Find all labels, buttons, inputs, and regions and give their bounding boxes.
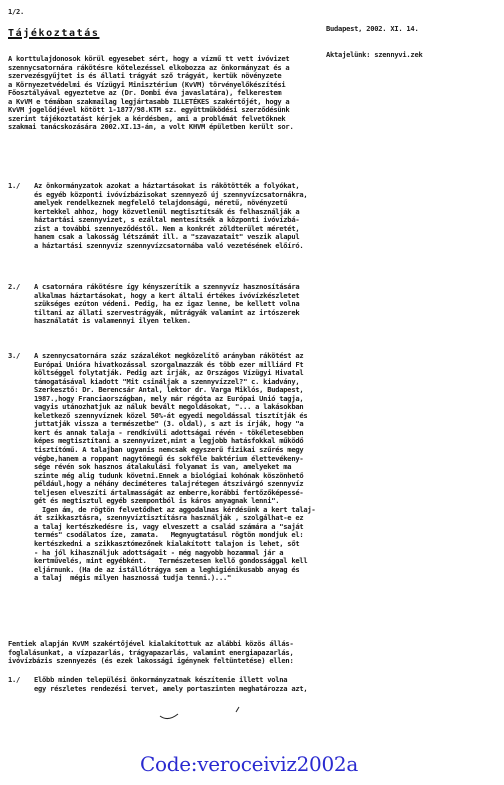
text-line: foglalásunkat, a vízpazarlás, trágyapazarlás, valamint energiapazarlás, (8, 647, 294, 657)
text-line: kertészkedni a szikkasztómezőnek kialakított talajon is lehet, sőt (34, 539, 300, 549)
text-line: át szikkasztásra, szennyvíztisztításra használják , szolgálhat-e ez (34, 513, 304, 523)
text-line: szerint tájékoztatást kérjek a kérdésben, ami a problémát felvetőknek (8, 113, 286, 123)
text-line: - ha jól kihasználjuk adottságait - még nagyobb hozammal jár a (34, 547, 284, 557)
text-line: keletkező szennyvíznek közel 50%-át egyedi megoldással tisztítják és (34, 410, 308, 420)
text-line: szakmai tanácskozására 2002.XI.13-án, a volt KHVM épületben került sor. (8, 122, 294, 132)
text-line: hanem csak a lakosság létszámát ill. a "szavazatait" veszik alapul (34, 232, 300, 242)
text-line: juttatják vissza a természetbe" (3. oldal), s azt is írják, hogy "a (34, 419, 304, 429)
list-item-body (34, 283, 502, 326)
text-line: végbe,hanem a roppant nagytömegű és sokféle baktérium élettevékeny- (34, 453, 304, 463)
pen-mark (160, 714, 178, 719)
text-line: támogatásával kiadott "Mit csináljak a szennyvízzel?" c. kiadvány, (34, 376, 300, 386)
text-line: szinte még alig tudunk követni.Ennek a biológiai kohónak köszönhető (34, 470, 304, 480)
text-line: KvVM jogelődjével kötött 1-1877/98.KTM sz. együttműködési szerződésünk (8, 105, 290, 115)
text-line: termés" csodálatos íze, zamata. Megnyugtatásul rögtön mondjuk el: (34, 530, 304, 540)
text-line: Az önkormányzatok azokat a háztartásokat is rákötötték a folyókat, (34, 181, 300, 190)
text-line: teljesen elveszíti ártalmasságát az emberre,korábbi fertőzőképessé- (34, 487, 304, 497)
list-item-number: 2./ (8, 282, 21, 291)
list-item-2 (8, 282, 502, 326)
list-item-body (34, 676, 502, 693)
text-line: A csatornára rákötésre így kényszerítik a szennyvíz hasznosítására (34, 282, 300, 291)
reference-line: Aktajelünk: szennyvi.zek (326, 49, 423, 59)
text-line: a Környezetvédelmi és Vízügyi Minisztérium (KvVM) törvényelőkészítési (8, 79, 286, 89)
list-item-body (34, 352, 502, 583)
text-line: ivóvízbázis szennyezés (és ezek lakossági igénynek feltüntetése) ellen: (8, 656, 294, 666)
text-line: alkalmas háztartásokat, hogy a kert általi értékes ivóvízkészletet (34, 290, 300, 300)
document-title: Tájékoztatás (8, 28, 100, 39)
text-line: szükséges ezúton védeni. Pedig, ha ez igaz lenne, be kellett volna (34, 299, 300, 309)
text-line: sége révén sok hasznos átalakulási folyamat is van, amelyeket ma (34, 462, 292, 472)
text-line: a háztartási szennyvíz szennyvízcsatornába való vezetésének előíró. (34, 240, 304, 250)
list-item-3 (8, 351, 502, 583)
intro-paragraph (8, 55, 498, 132)
text-line: egy részletes rendezési tervet, amely portaszinten meghatározza azt, (34, 683, 308, 693)
text-line: amelyek rendelkeznek megfelelő telajdonságú, méretű, növényzetű (34, 198, 288, 208)
text-line: zist a további szennyeződéstől. Nem a konkrét zöldterület méretét, (34, 223, 300, 233)
date-line: Budapest, 2002. XI. 14. (326, 24, 419, 34)
text-line: háztartási szennyvizet, s ezáltal mentesítsék a központi ivóvízbá- (34, 215, 300, 225)
text-line: képes megtisztítani a szennyvizet,mint a legjobb hatásfokkal működő (34, 436, 304, 446)
text-line: szennycsatornára rákötésre kötelezéssel elkobozza az önkormányzat és a (8, 62, 290, 72)
list-item-number: 3./ (8, 351, 21, 360)
text-line: A korttulajdonosok körül egyesebet sért, hogy a vízmű tt vett ivóvizet (8, 54, 290, 63)
text-line: a KvVM e témában szakmailag legjártasabb ILLETÉKES szakértőjét, hogy a (8, 96, 290, 106)
list-item-1 (8, 181, 502, 250)
page-number: 1/2. (8, 7, 25, 16)
list-item-body (34, 182, 502, 250)
text-line: Szerkesztő: Dr. Berencsár Antal, lektor dr. Varga Miklós, Budapest, (34, 385, 304, 395)
text-line: tiltani az állati szervestrágyák, műtrágyák valamint az irtószerek (34, 307, 300, 317)
text-line: kert és annak talaja - rendkívüli adottságai révén - tökéletesebben (34, 427, 304, 437)
text-line: szervezésgyűjtet is és állati trágyát sző trágyát, kertük növényzete (8, 71, 282, 81)
text-line: kertekkel ahhoz, hogy közvetlenül megtisztítsák és felhasználják a (34, 206, 300, 216)
text-line: A szennycsatornára száz százalékot megközelítő arányban rákötést az (34, 351, 304, 360)
text-line: kertművelés, mint egyébként. Természetesen kellő gondossággal kell (34, 556, 308, 566)
text-line: használatát is valamennyi ilyen telken. (34, 316, 191, 326)
text-line: Előbb minden települési önkormányzatnak készítenie illett volna (34, 675, 288, 684)
list-item-number: 1./ (8, 181, 21, 190)
text-line: 1987.,hogy Franciaországban, mely már régóta az Európai Unió tagja, (34, 393, 304, 403)
text-line: tisztítómű. A talajban ugyanis nemcsak egyszerű fizikai szűrés megy (34, 445, 304, 455)
conclusion-paragraph (8, 640, 498, 666)
text-line: Főosztályával egyeztetve az (Dr. Dombi éva javaslatára), felkerestem (8, 88, 282, 98)
text-line: Fentiek alapján KvVM szakértőjével kialakítottuk az alábbi közös állás- (8, 639, 294, 648)
text-line: gét és megtisztul egyéb szempontból is káros anyagnak lenni". (34, 496, 280, 506)
text-line: Igen ám, de rögtön felvetődhet az aggodalmas kérdésünk a kert talaj- (34, 504, 316, 514)
text-line: eljárnunk. (Ha de az istállótrágya sem a leghigiénikusabb anyag és (34, 564, 300, 574)
text-line: Európai Unióra hivatkozással szorgalmazzák és több ezer milliárd Ft (34, 359, 304, 369)
text-line: és egyéb központi ivóvízbázisokat szennyező új szennyvízcsatornákra, (34, 189, 308, 199)
text-line: például,hogy a néhány deciméteres talajrétegen átszivárgó szennyvíz (34, 479, 304, 489)
document-code: Code:veroceiviz2002a (140, 752, 358, 776)
list-item-final (8, 676, 502, 710)
list-item-number: 1./ (8, 675, 21, 684)
text-line: a talaj kertészkedésre is, vagy elveszett a család számára a "saját (34, 521, 304, 531)
text-line: a talaj mégis milyen hasznossá tudja tenni.)..." (34, 573, 232, 583)
text-line: költséggel folytatják. Pedig azt írják, az Országos Vízügyi Hivatal (34, 368, 304, 378)
text-line: vagyis utánozhatjuk az náluk bevált megoldásokat, "... a lakásokban (34, 402, 304, 412)
